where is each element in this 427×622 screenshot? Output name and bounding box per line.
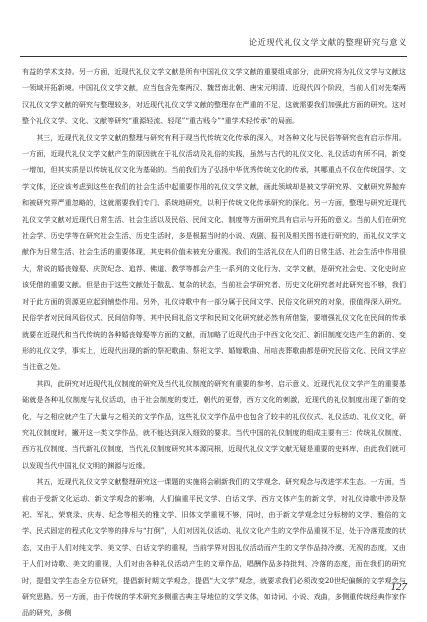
page-number: 127 (390, 581, 407, 593)
paragraph-point-five: 其五，近现代礼仪文学文献整理研究这一课题的实施将会刷新我们的文学观念、研究观念与改进学术生态。一方面，当前由于受新文化运动、新文学观念的影响，人们偏重平民文学、白话文学、西方文体产生的新文学，对礼仪诗歌中涉及祭祀、军礼、荣衰录、庆寿、纪念等相关的雅文学、旧体文学重视不够，同时，由于新文学观念过分标榜的文学、雅俗的文学、民式固定的程式化文学等的排斥与“打倒”，人们对因礼仪活动、礼仪文化产生的文学作品重视不足，处于冷落荒废的状态，又由于人们对纯文学、美文学、白话文学的重视，当前学界对因礼仪活动而产生的文学作品持冷漠、无视的态度，又由于人们对诗歌、美文的重视，人们对由各种礼仪活动产生的文章作品，唱酬作品多持批判、冷落的态度，而在我们的研究时，提倡文学生态全方位研究，提倡新时期文学观念，提倡“大文学”观念，就要求我们必须改变20世纪偏颇的文学观念与研究思路。另一方面，由于传统的学术研究多侧重古典主导地位的文学文体，如诗词、小说、戏曲，多侧重传统经典作家作品的研究，多侧 (22, 477, 406, 618)
paragraph-point-four: 其四，此研究对近现代礼仪制度的研究及当代礼仪制度的研究有重要的参考、启示意义。近现代礼仪文学产生的重要基础就是各种礼仪制度与礼仪活动，由于社会制度的变迁、朝代的更替，西方文化的刺激，近现代的礼仪制度出现了新的变化，与之相应就产生了大量与之相关的文学作品，这些礼仪文学作品中也包含了较丰的礼仪仪式、礼仪活动、礼仪文化，研究礼仪制度时，撇开这一类文学作品，就不能达到深入细致的要求。当代中国的礼仪制度的组成主要有三：传统礼仪制度、西方礼仪制度、当代新礼仪制度，当代礼仪制度研究其本源同根，近现代礼仪文学文献无疑是重要的史料库，由此我们就可以发现当代中国礼仪文明的渊源与近缘。 (22, 378, 406, 470)
running-title: 论近现代礼仪文学文献的整理研究与意义 (248, 37, 407, 47)
header-rule (20, 56, 407, 57)
paragraph-continued: 有益的学术支持。另一方面，近现代礼仪文学文献是所有中国礼仪文学文献的重要组成部分，此研究将为礼仪文学与文献这一领域开拓新境。中国礼仪文学文献，应当包含先秦两汉、魏晋南北朝、唐宋元明清、近现代四个阶段，当前人们对先秦两汉礼仪文学文献的研究与整理较多，对近现代礼仪文学文献的整理存在严重的不足，这就需要我们加强此方面的研究。这对整个礼仪文学、文化、文献等研究“重源轻流、轻尾”“重古贱今”“重学术轻传承”的局面。 (22, 67, 406, 126)
body-text (22, 64, 406, 622)
paragraph-point-three: 其三，近现代礼仪文学文献的整理与研究有利于现当代传统文化传承的深入，对各种文化与民俗等研究也有启示作用。一方面，近现代礼仪文学文献产生的原因就在于礼仪活动及礼俗的实践，虽然与古代的礼仪文化、礼仪活动有所不同，新变一增加，但其实质是以传统礼仪文化为基础的。当前我们为了弘扬中华优秀传统文化的传承，其哪重点不仅在传统国学、文学文体，还应该考虑到这些在我们的社会生活中起重要作用的礼仪文学文献，画此领域却是被文学研究界、文献研究界抛弃和被研究界严重忽略的，这就需要我们专门、系统地研究，以利于传统文化传承研究的深化。另一方面，整理与研究近现代礼仪文学文献对近现代日常生活、社会生活以及民俗、民间文化、制度等方面研究具有启示与开拓的意义。当前人们在研究社会学、历史学等在研究社会生活、历史生活时，多是根据当时的小说、戏剧、报刊及相关图书进行研究的，而礼仪文学文献作为日常生活、社会生活的重要体现，其史料价值未被充分重视。我们的生活礼仪在人们的日常生活、社会生活中作用很大，常说的婚丧嫁娶、庆贺纪念、追荐、佛道、教学等都会产生一系列的文化行为、文学文献，是研究社会史、文化史时应该凭借的重要文献。但是由于这些文献处于散乱、复杂的状态，当前社会学研究者、历史文化研究者对此研究也不够，我们对于此方面的资源更应起到铺垫作用。另外，礼仪诗歌中有一部分属于民间文学、民俗文化研究的对象，很值得深入研究。民俗学者对民间风俗仪式、民间信仰等，其中民间礼俗文学和民间文化研究就必然有所借鉴，要增强礼仪文化在民间的传承就要在近现代和当代传统的各种婚丧嫁娶等方面的文献，而加略了近现代由于中西文化交汇、新旧制度交迭产生的新的、变形的礼仪文学，事实上，近现代出现的新的祭祀歌曲、祭祀文学、婚嫁歌曲、吊唁丧葬歌曲都是研究民俗文化、民间文学应当注意之处。 (22, 132, 406, 372)
